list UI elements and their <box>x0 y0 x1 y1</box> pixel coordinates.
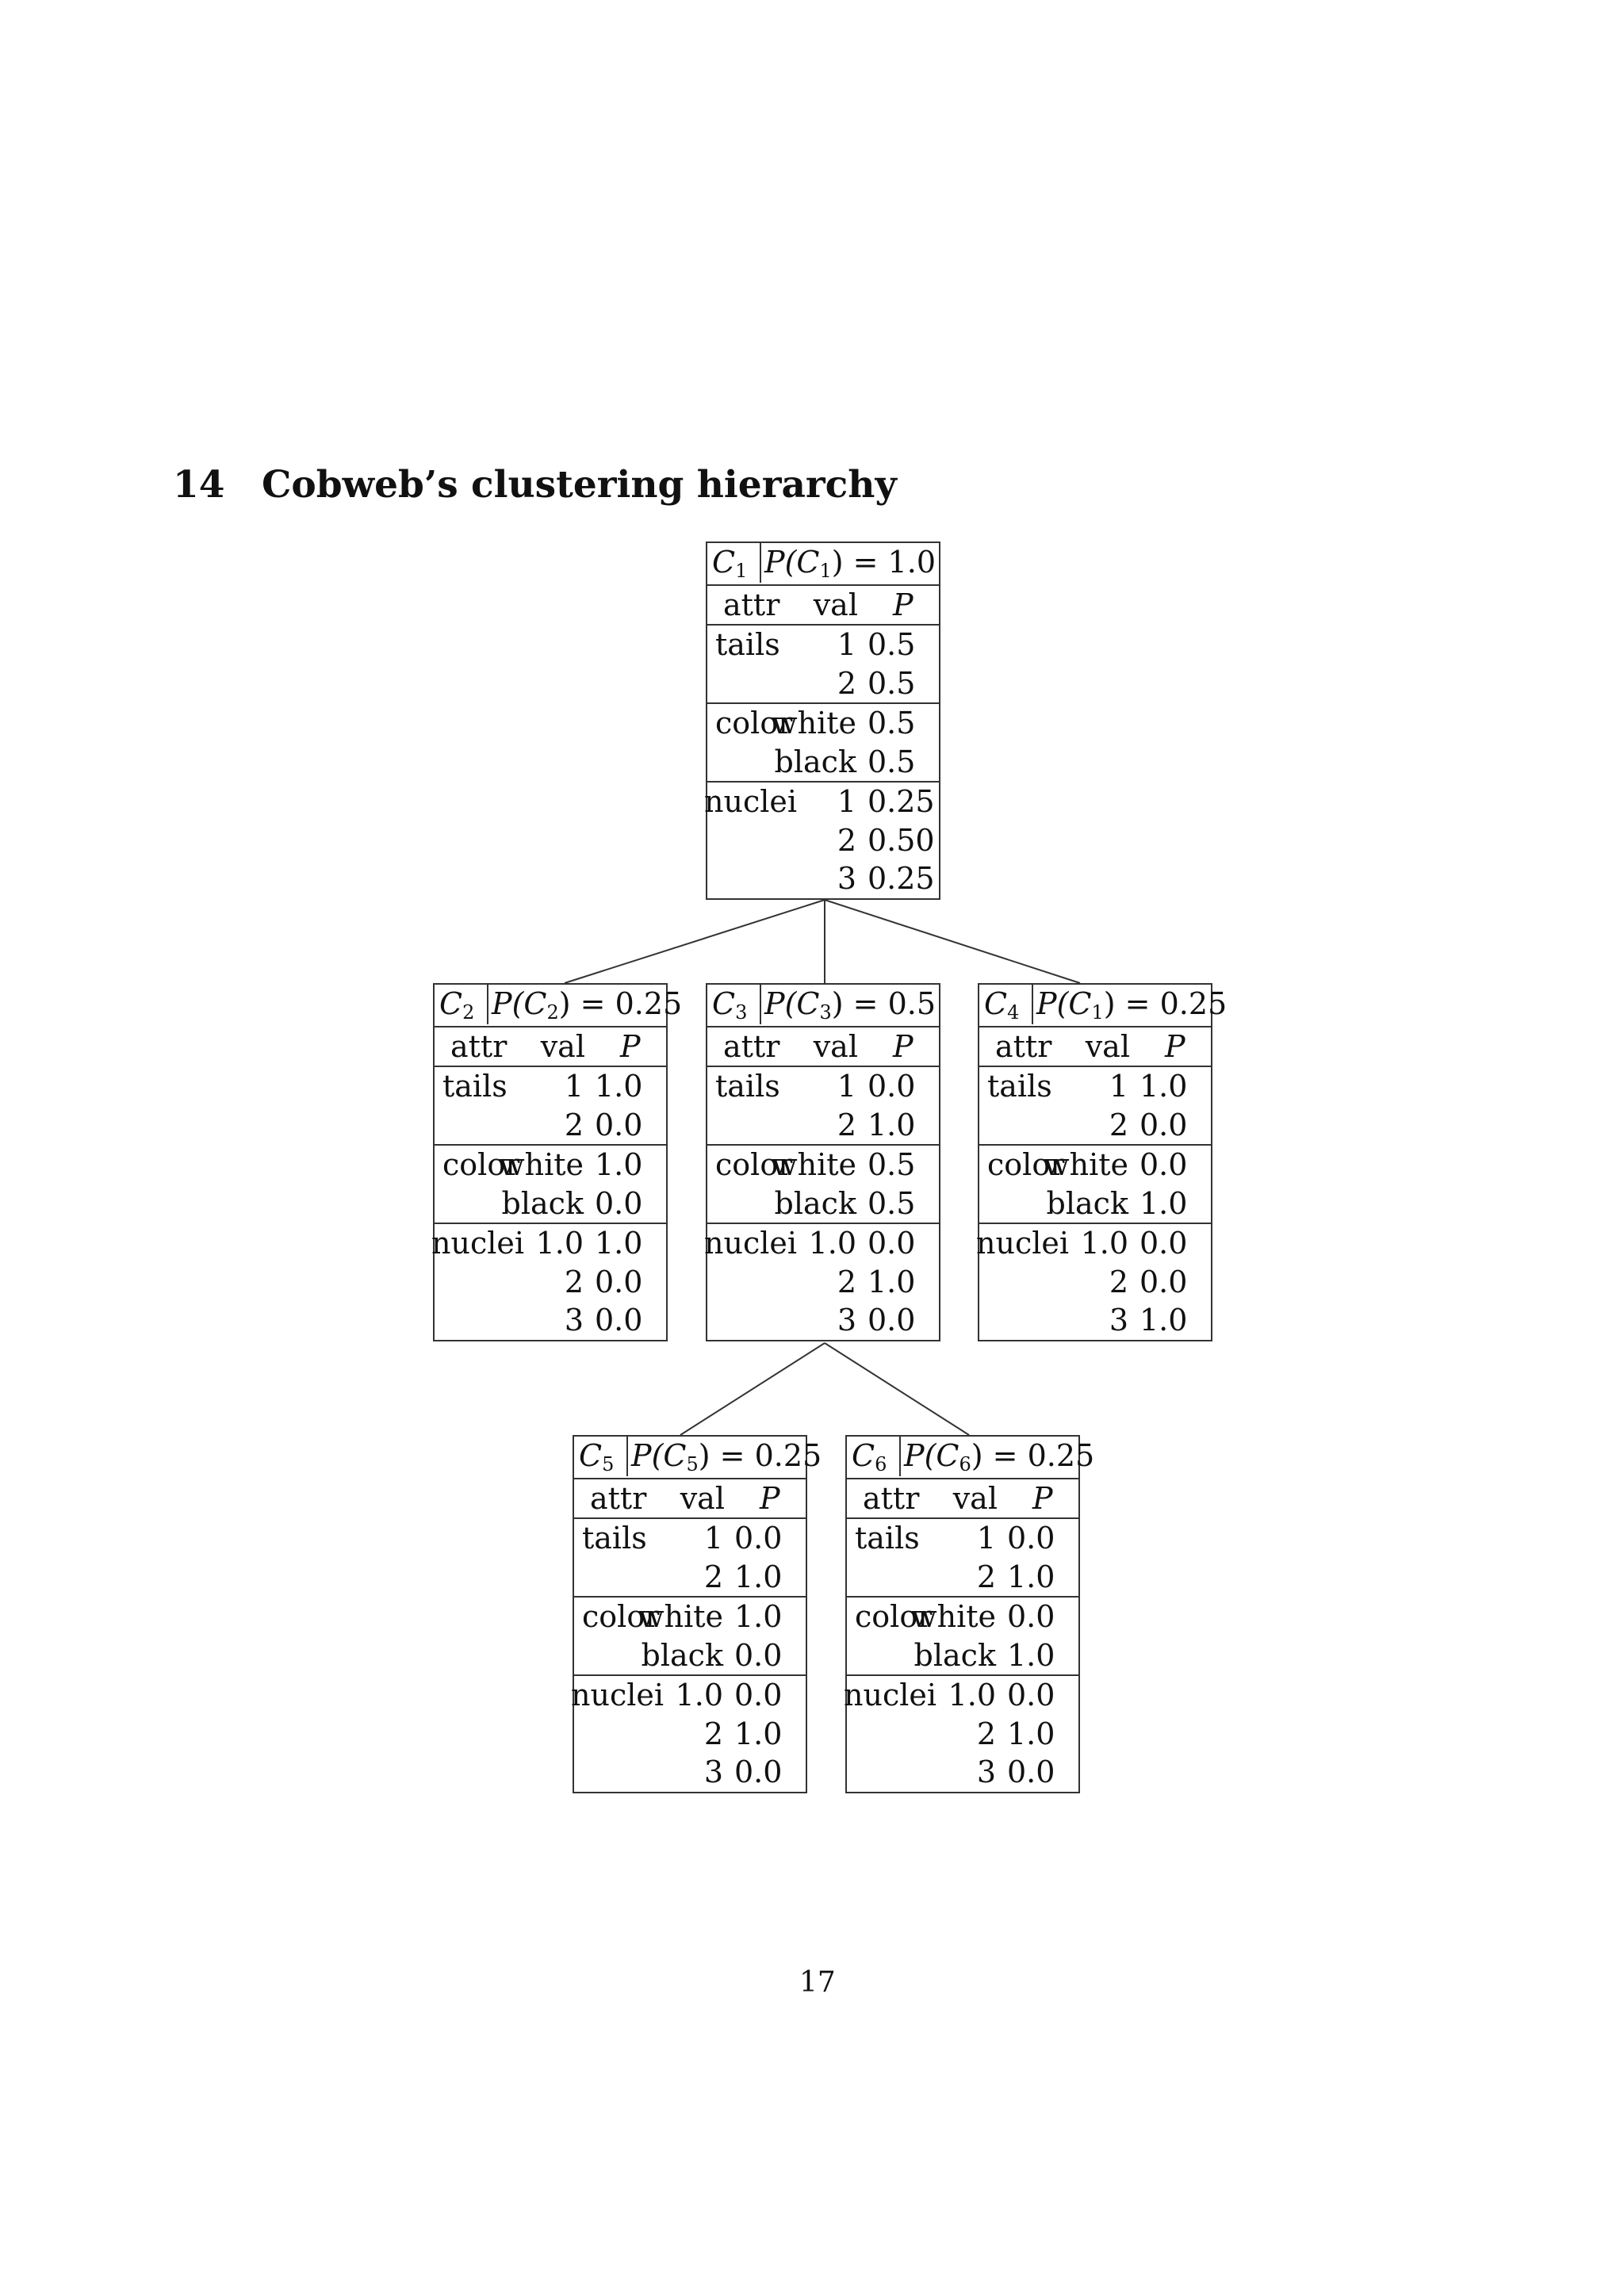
table-row: tails 1 1.0 <box>442 1069 643 1104</box>
table-row: 2 0.50 <box>837 822 935 858</box>
table-row: black 0.5 <box>774 1185 916 1221</box>
table-row: color white 0.5 <box>715 706 916 740</box>
col-val: val <box>540 1029 585 1064</box>
col-p: P <box>1165 1029 1185 1064</box>
group-tails <box>435 1067 666 1146</box>
table-row: 2 0.0 <box>564 1264 643 1299</box>
table-row: 2 1.0 <box>703 1716 783 1751</box>
page-number: 17 <box>799 1966 836 1999</box>
table-row: 3 0.0 <box>703 1755 783 1789</box>
header-divider <box>487 985 488 1024</box>
table-row: 3 0.25 <box>837 861 935 896</box>
table-row: black 0.0 <box>501 1185 643 1221</box>
node-header <box>435 985 683 1027</box>
group-tails <box>707 1067 939 1146</box>
group-tails <box>979 1067 1211 1146</box>
cluster-node-c2 <box>431 983 683 1341</box>
table-row: 2 0.0 <box>1109 1264 1188 1299</box>
table-row: color white 0.0 <box>855 1599 1055 1634</box>
group-tails <box>574 1519 806 1598</box>
group-nuclei <box>704 783 939 898</box>
node-header <box>979 985 1228 1027</box>
header-divider <box>760 543 761 583</box>
table-row: 2 1.0 <box>837 1107 916 1142</box>
table-row: black 0.0 <box>641 1637 783 1673</box>
section-number: 14 <box>173 463 225 507</box>
col-p: P <box>620 1029 641 1064</box>
col-attr: attr <box>723 1029 780 1064</box>
table-row: nuclei 1.0 1.0 <box>431 1226 643 1261</box>
table-row: color white 0.0 <box>987 1147 1188 1182</box>
col-p: P <box>760 1481 780 1516</box>
table-row: tails 1 0.0 <box>715 1069 916 1104</box>
cluster-name: $C_5$ <box>579 1438 615 1475</box>
cluster-probability: $P(C_1) = 1.0$ <box>764 545 936 582</box>
edge-c3-c6 <box>825 1343 969 1435</box>
group-nuclei <box>431 1224 666 1340</box>
column-header <box>707 586 939 626</box>
col-val: val <box>813 587 858 622</box>
column-header <box>435 1027 666 1067</box>
col-attr: attr <box>863 1481 920 1516</box>
table-row: black 1.0 <box>914 1637 1055 1673</box>
table-row: color white 1.0 <box>582 1599 783 1634</box>
section-title: Cobweb’s clustering hierarchy <box>262 463 897 507</box>
cluster-node-c1 <box>706 541 940 900</box>
cluster-probability: $P(C_5) = 0.25$ <box>631 1438 822 1475</box>
table-row: 2 1.0 <box>976 1559 1055 1594</box>
table-row: 2 0.5 <box>837 665 916 701</box>
group-nuclei <box>704 1224 939 1340</box>
table-row: nuclei 1.0 0.0 <box>976 1226 1188 1261</box>
col-p: P <box>893 1029 914 1064</box>
group-tails <box>707 626 939 704</box>
cluster-node-c4 <box>976 983 1228 1341</box>
table-row: 2 0.0 <box>1109 1107 1188 1142</box>
table-row: 2 1.0 <box>837 1264 916 1299</box>
table-row: nuclei 1.0 0.0 <box>704 1226 916 1261</box>
group-color <box>847 1598 1078 1676</box>
header-divider <box>1032 985 1033 1024</box>
table-row: black 1.0 <box>1046 1185 1188 1221</box>
table-row: nuclei 1 0.25 <box>704 784 935 819</box>
header-divider <box>626 1437 628 1476</box>
column-header <box>847 1479 1078 1519</box>
table-row: 3 0.0 <box>976 1755 1055 1789</box>
group-nuclei <box>976 1224 1211 1340</box>
cluster-name: $C_4$ <box>984 986 1020 1024</box>
cluster-probability: $P(C_1) = 0.25$ <box>1036 986 1228 1024</box>
table-row: tails 1 0.0 <box>855 1521 1055 1556</box>
group-color <box>435 1146 666 1224</box>
group-color <box>707 1146 939 1224</box>
cluster-name: $C_3$ <box>712 986 748 1024</box>
table-row: color white 1.0 <box>442 1147 643 1182</box>
edge-c3-c5 <box>680 1343 825 1435</box>
cluster-node-c3 <box>706 983 940 1341</box>
table-row: nuclei 1.0 0.0 <box>844 1678 1055 1712</box>
table-row: 2 1.0 <box>976 1716 1055 1751</box>
group-color <box>979 1146 1211 1224</box>
cluster-name: $C_2$ <box>439 986 475 1024</box>
cluster-name: $C_6$ <box>852 1438 887 1475</box>
cluster-node-c6 <box>844 1435 1095 1793</box>
cluster-probability: $P(C_3) = 0.5$ <box>764 986 936 1024</box>
table-row: nuclei 1.0 0.0 <box>571 1678 783 1712</box>
col-val: val <box>680 1481 725 1516</box>
table-row: color white 0.5 <box>715 1147 916 1182</box>
node-header <box>574 1437 822 1479</box>
node-header <box>707 543 939 586</box>
cluster-node-c5 <box>571 1435 822 1793</box>
column-header <box>979 1027 1211 1067</box>
table-row: black 0.5 <box>774 744 916 779</box>
column-header <box>574 1479 806 1519</box>
cluster-probability: $P(C_6) = 0.25$ <box>904 1438 1095 1475</box>
col-val: val <box>952 1481 998 1516</box>
col-attr: attr <box>995 1029 1052 1064</box>
col-val: val <box>813 1029 858 1064</box>
group-color <box>707 704 939 783</box>
group-color <box>574 1598 806 1676</box>
cluster-probability: $P(C_2) = 0.25$ <box>492 986 683 1024</box>
column-header <box>707 1027 939 1067</box>
col-val: val <box>1085 1029 1130 1064</box>
edge-c1-c4 <box>825 900 1080 983</box>
col-attr: attr <box>723 587 780 622</box>
table-row: tails 1 1.0 <box>987 1069 1188 1104</box>
table-row: 3 1.0 <box>1109 1303 1188 1337</box>
table-row: tails 1 0.0 <box>582 1521 783 1556</box>
header-divider <box>899 1437 901 1476</box>
node-header <box>847 1437 1095 1479</box>
table-row: 3 0.0 <box>564 1303 643 1337</box>
group-nuclei <box>571 1676 806 1792</box>
node-header <box>707 985 939 1027</box>
table-row: tails 1 0.5 <box>715 627 916 662</box>
table-row: 2 0.0 <box>564 1107 643 1142</box>
col-attr: attr <box>590 1481 647 1516</box>
edge-c1-c2 <box>565 900 825 983</box>
group-nuclei <box>844 1676 1078 1792</box>
cluster-name: $C_1$ <box>712 545 748 582</box>
group-tails <box>847 1519 1078 1598</box>
header-divider <box>760 985 761 1024</box>
col-p: P <box>893 587 914 622</box>
table-row: 3 0.0 <box>837 1303 916 1337</box>
col-p: P <box>1032 1481 1053 1516</box>
table-row: 2 1.0 <box>703 1559 783 1594</box>
col-attr: attr <box>450 1029 508 1064</box>
